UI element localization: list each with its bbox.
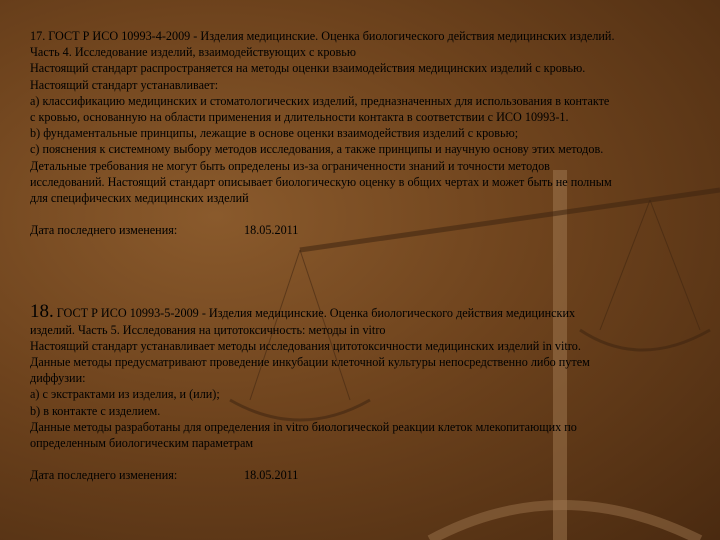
entry-18-paragraph: a) с экстрактами из изделия, и (или);	[30, 387, 220, 402]
entry-17-paragraph: c) пояснения к системному выбору методов исследования, а также принципы и научную основу этих методов.	[30, 142, 604, 157]
document-text	[30, 28, 710, 483]
entry-17-paragraph: для специфических медицинских изделий	[30, 191, 249, 206]
entry-17-paragraph: исследований. Настоящий стандарт описывает биологическую оценку в общих чертах и может быть не полным	[30, 174, 612, 189]
entry-18-paragraph: Настоящий стандарт устанавливает методы исследования цитотоксичности медицинских изделий in vitro.	[30, 338, 581, 353]
entry-17-paragraph: Настоящий стандарт распространяется на методы оценки взаимодействия медицинских изделий с кровью.	[30, 61, 586, 76]
entry-17-paragraph: b) фундаментальные принципы, лежащие в основе оценки взаимодействия изделий с кровью;	[30, 126, 519, 141]
spacer	[30, 238, 710, 304]
date-label: Дата последнего изменения:	[30, 223, 178, 238]
entry-17-title: 17. ГОСТ Р ИСО 10993-4-2009 - Изделия медицинские. Оценка биологического действия медицинских изделий.	[30, 29, 615, 43]
entry-18-number: 18.	[30, 301, 54, 323]
entry-17-paragraph: a) классификацию медицинских и стоматологических изделий, предназначенных для использования в контакте	[30, 93, 610, 108]
entry-17-date-row	[30, 222, 710, 238]
date-label: Дата последнего изменения:	[30, 468, 178, 483]
entry-18-title: 18. ГОСТ Р ИСО 10993-5-2009 - Изделия медицинские. Оценка биологического действия медицинских	[30, 301, 576, 323]
date-value: 18.05.2011	[244, 223, 299, 238]
entry-17-number: 17.	[30, 29, 46, 43]
entry-18-paragraph: Данные методы предусматривают проведение инкубации клеточной культуры непосредственно либо путем	[30, 355, 590, 370]
spacer	[30, 451, 710, 467]
entry-17	[30, 28, 710, 238]
entry-18-paragraph: диффузии:	[30, 371, 86, 386]
entry-18-paragraph: Данные методы разработаны для определения in vitro биологической реакции клеток млекопитающих по	[30, 419, 577, 434]
entry-17-paragraph: Детальные требования не могут быть определены из-за ограниченности знаний и точности методов	[30, 158, 550, 173]
entry-17-paragraph: с кровью, основанную на области применения и длительности контакта в соответствии с ИСО 10993-1.	[30, 110, 569, 125]
entry-18-paragraph: определенным биологическим параметрам	[30, 436, 254, 451]
entry-18-title-cont: изделий. Часть 5. Исследования на цитотоксичность: методы in vitro	[30, 322, 386, 337]
entry-18-paragraph: b) в контакте с изделием.	[30, 403, 161, 418]
entry-18	[30, 301, 710, 483]
entry-17-title-cont: Часть 4. Исследование изделий, взаимодействующих с кровью	[30, 45, 356, 60]
entry-17-paragraph: Настоящий стандарт устанавливает:	[30, 77, 219, 92]
spacer	[30, 206, 710, 222]
date-value: 18.05.2011	[244, 468, 299, 483]
entry-18-date-row	[30, 467, 710, 483]
